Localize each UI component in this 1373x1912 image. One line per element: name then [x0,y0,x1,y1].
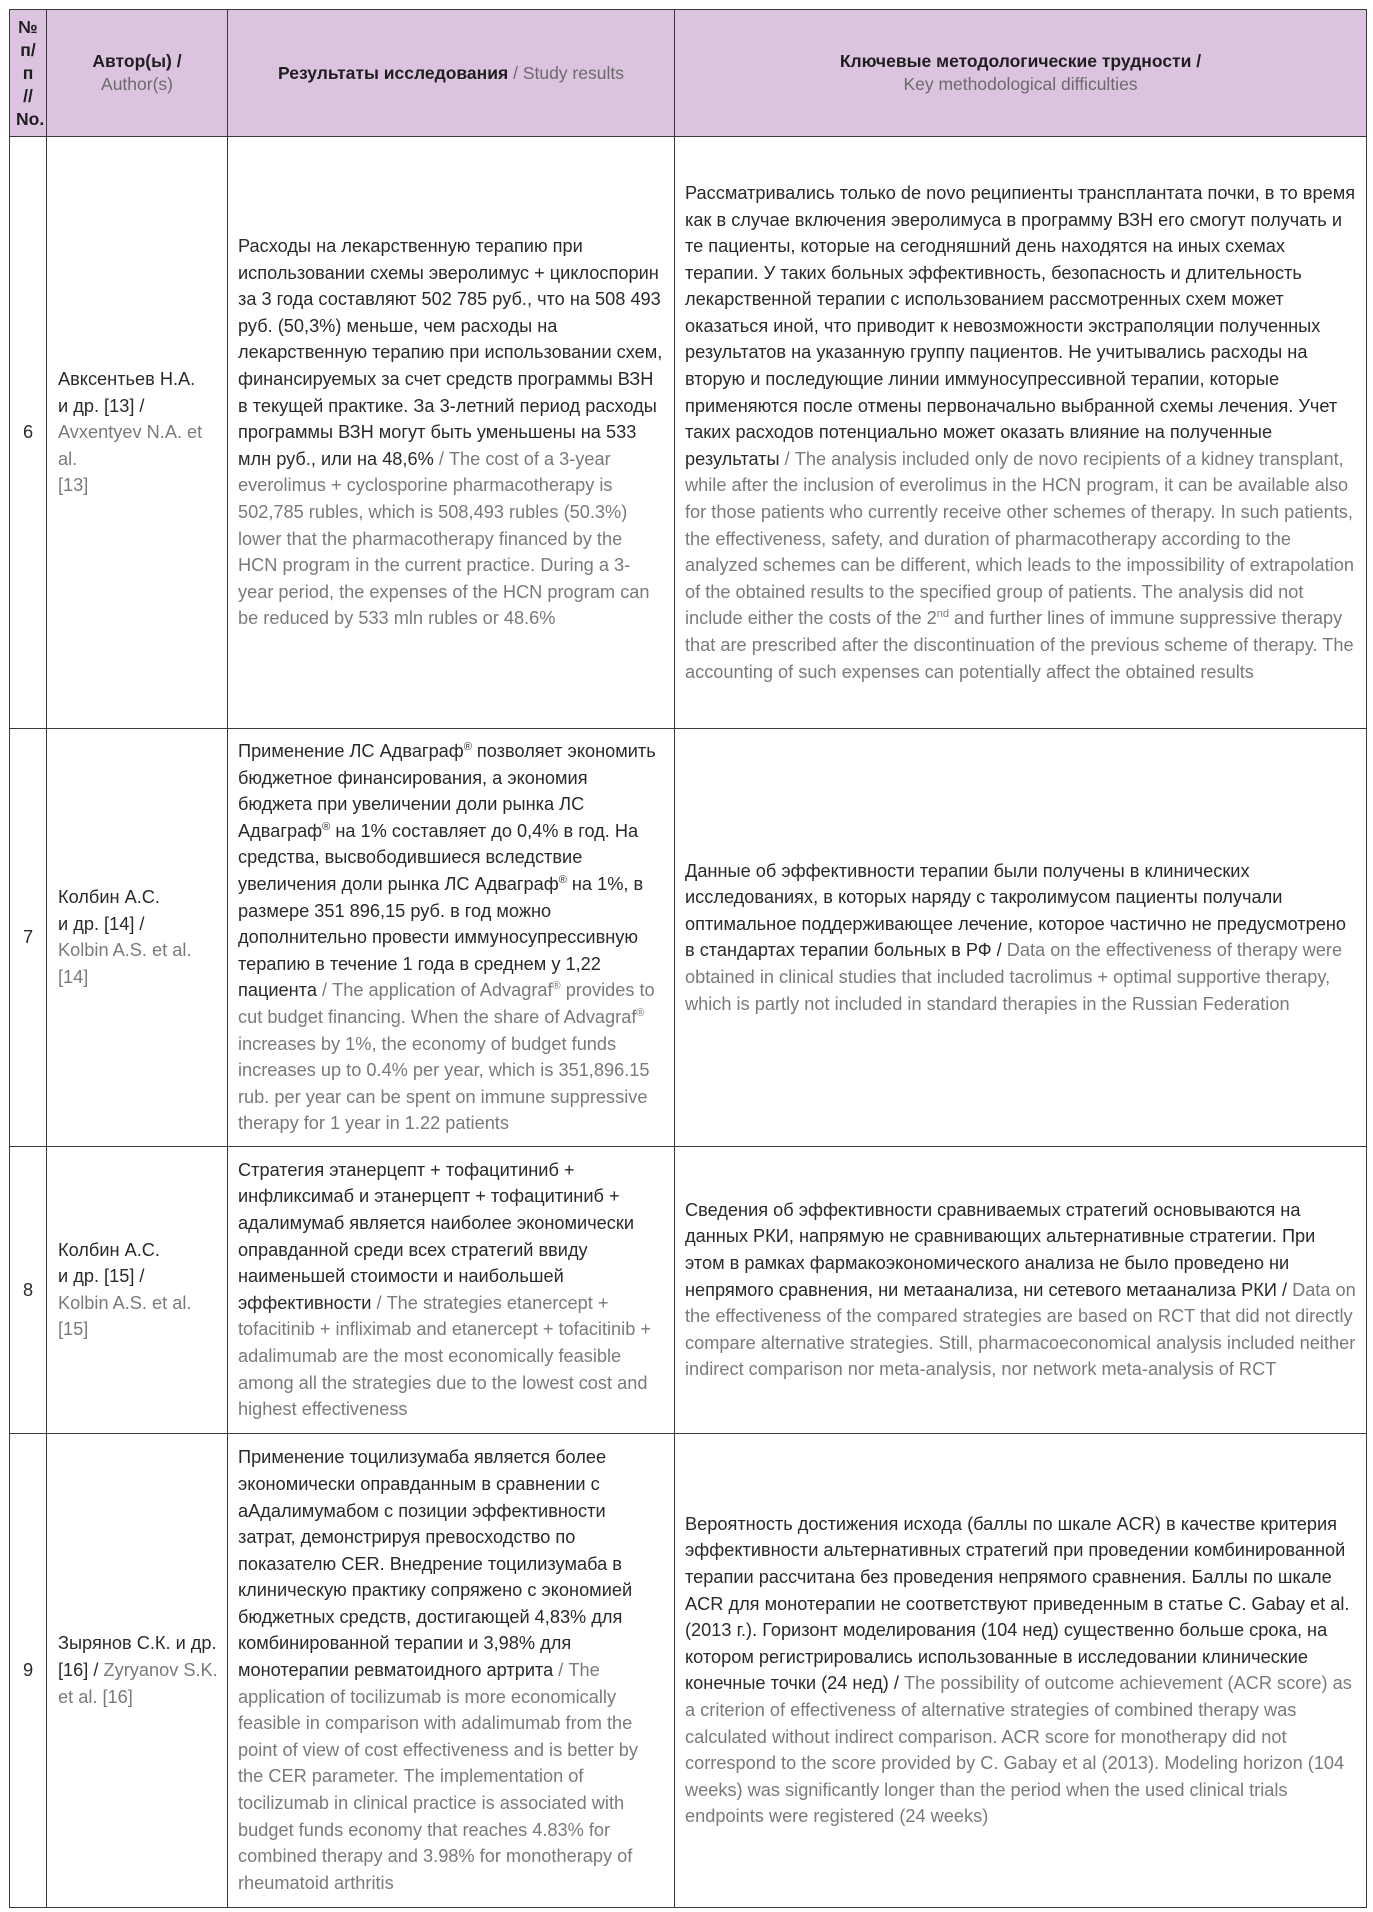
study-results-table [9,9,1367,1908]
row-number: 6 [10,137,47,729]
row-results: Применение ЛС Адваграф® позволяет экономить бюджетное финансирования, а экономия бюджета при увеличении доли рынка ЛС Адваграф® на 1% составляет до 0,4% в год. На средства, высвободившиеся вследствие увеличения доли рынка ЛС Адваграф® на 1%, в размере 351 896,15 руб. в год можно дополнительно провести иммуносупрессивную терапию в течение 1 года в среднем у 1,22 пациента / The application of Advagraf® provides to cut budget financing. When the share of Advagraf® increases by 1%, the economy of budget funds increases up to 0.4% per year, which is 351,896.15 rub. per year can be spent on immune suppressive therapy for 1 year in 1.22 patients [228,729,675,1147]
row-results: Применение тоцилизумаба является более экономически оправданным в сравнении с аАдалимумабом с позиции эффективности затрат, демонстрируя превосходство по показателю CER. Внедрение тоцилизумаба в клиническую практику сопряжено с экономией бюджетных средств, достигающей 4,83% для комбинированной терапии и 3,98% для монотерапии ревматоидного артрита / The application of tocilizumab is more economically feasible in comparison with adalimumab from the point of view of cost effectiveness and is better by the CER parameter. The implementation of tocilizumab in clinical practice is associated with budget funds economy that reaches 4.83% for combined therapy and 3.98% for monotherapy of rheumatoid arthritis [228,1433,675,1907]
row-difficulties: Данные об эффективности терапии были получены в клинических исследованиях, в которых наряду с такролимусом пациенты получали оптимальное поддерживающее лечение, которое частично не предусмотрено в стандартах терапии больных в РФ / Data on the effectiveness of therapy were obtained in clinical studies that included tacrolimus + optimal supportive therapy, which is partly not included in standard therapies in the Russian Federation [675,729,1367,1147]
table-row [10,729,1367,1147]
row-difficulties: Рассматривались только de novo реципиенты трансплантата почки, в то время как в случае включения эверолимуса в программу ВЗН его смогут получать и те пациенты, которые на сегодняшний день находятся на иных схемах терапии. У таких больных эффективность, безопасность и длительность лекарственной терапии с использованием рассмотренных схем может оказаться иной, что приводит к невозможности экстраполяции полученных результатов на указанную группу пациентов. Не учитывались расходы на вторую и последующие линии иммуносупрессивной терапии, которые применяются после отмены первоначально выбранной схемы лечения. Учет таких расходов потенциально может оказать влияние на полученные результаты / The analysis included only de novo recipients of a kidney transplant, while after the inclusion of everolimus in the HCN program, it can be available also for those patients who currently receive other schemes of therapy. In such patients, the effectiveness, safety, and duration of pharmacotherapy according to the analyzed schemes can be different, which leads to the impossibility of extrapolation of the obtained results to the specified group of patients. The analysis did not include either the costs of the 2nd and further lines of immune suppressive therapy that are prescribed after the discontinuation of the previous scheme of therapy. The accounting of such expenses can potentially affect the obtained results [675,137,1367,729]
row-author: Колбин А.С. и др. [15] / Kolbin A.S. et al. [15] [47,1146,228,1433]
header-difficulties: Ключевые методологические трудности / Key methodological difficulties [675,10,1367,137]
table-row [10,1146,1367,1433]
row-author: Зырянов С.К. и др. [16] / Zyryanov S.K. et al. [16] [47,1433,228,1907]
row-number: 8 [10,1146,47,1433]
table-row [10,137,1367,729]
row-number: 7 [10,729,47,1147]
row-results: Расходы на лекарственную терапию при использовании схемы эверолимус + циклоспорин за 3 года составляют 502 785 руб., что на 508 493 руб. (50,3%) меньше, чем расходы на лекарственную терапию при использовании схем, финансируемых за счет средств программы ВЗН в текущей практике. За 3-летний период расходы программы ВЗН могут быть уменьшены на 533 млн руб., или на 48,6% / The cost of a 3-year everolimus + cyclosporine pharmacotherapy is 502,785 rubles, which is 508,493 rubles (50.3%) lower that the pharmacotherapy financed by the HCN program in the current practice. During a 3-year period, the expenses of the HCN program can be reduced by 533 mln rubles or 48.6% [228,137,675,729]
table-row [10,1433,1367,1907]
header-results: Результаты исследования / Study results [228,10,675,137]
table-header-row [10,10,1367,137]
row-number: 9 [10,1433,47,1907]
row-difficulties: Вероятность достижения исхода (баллы по шкале ACR) в качестве критерия эффективности альтернативных стратегий при проведении комбинированной терапии рассчитана без проведения непрямого сравнения. Баллы по шкале ACR для монотерапии не соответствуют приведенным в статье C. Gabay et al. (2013 г.). Горизонт моделирования (104 нед) существенно больше срока, на котором регистрировались использованные в исследовании клинические конечные точки (24 нед) / The possibility of outcome achievement (ACR score) as a criterion of effectiveness of alternative strategies of combined therapy was calculated without indirect comparison. ACR score for monotherapy did not correspond to the score provided by C. Gabay et al (2013). Modeling horizon (104 weeks) was significantly longer than the period when the used clinical trials endpoints were registered (24 weeks) [675,1433,1367,1907]
row-author: Авксентьев Н.А. и др. [13] / Avxentyev N.A. et al. [13] [47,137,228,729]
header-author: Автор(ы) / Author(s) [47,10,228,137]
row-author: Колбин А.С. и др. [14] / Kolbin A.S. et al. [14] [47,729,228,1147]
row-difficulties: Сведения об эффективности сравниваемых стратегий основываются на данных РКИ, напрямую не сравнивающих альтернативные стратегии. При этом в рамках фармакоэкономического анализа не было проведено ни непрямого сравнения, ни метаанализа, ни сетевого метаанализа РКИ / Data on the effectiveness of the compared strategies are based on RCT that did not directly compare alternative strategies. Still, pharmacoeconomical analysis included neither indirect comparison nor meta-analysis, nor network meta-analysis of RCT [675,1146,1367,1433]
row-results: Стратегия этанерцепт + тофацитиниб + инфликсимаб и этанерцепт + тофацитиниб + адалимумаб является наиболее экономически оправданной среди всех стратегий ввиду наименьшей стоимости и наибольшей эффективности / The strategies etanercept + tofacitinib + infliximab and etanercept + tofacitinib + adalimumab are the most economically feasible among all the strategies due to the lowest cost and highest effectiveness [228,1146,675,1433]
header-number: № п/п // No. [10,10,47,137]
